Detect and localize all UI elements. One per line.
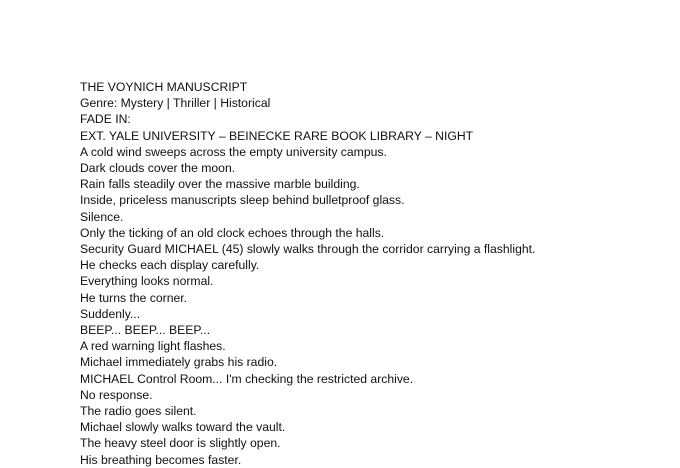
action-line: A red warning light flashes. <box>80 339 226 354</box>
action-line: He checks each display carefully. <box>80 258 260 273</box>
action-line: The radio goes silent. <box>80 404 197 419</box>
transition-line: FADE IN: <box>80 112 131 127</box>
action-line: Only the ticking of an old clock echoes through the halls. <box>80 225 385 240</box>
genre-line: Genre: Mystery | Thriller | Historical <box>80 96 271 111</box>
action-line: Rain falls steadily over the massive marble building. <box>80 177 360 192</box>
screenplay-body <box>80 79 640 468</box>
action-line: No response. <box>80 387 153 402</box>
sound-effect-line: BEEP... BEEP... BEEP... <box>80 323 211 338</box>
action-line: Inside, priceless manuscripts sleep behind bulletproof glass. <box>80 193 405 208</box>
action-line: Security Guard MICHAEL (45) slowly walks through the corridor carrying a flashlight. <box>80 242 536 257</box>
action-line: Silence. <box>80 209 124 224</box>
action-line: The heavy steel door is slightly open. <box>80 436 281 451</box>
action-line: Dark clouds cover the moon. <box>80 161 236 176</box>
action-line: Michael slowly walks toward the vault. <box>80 420 286 435</box>
action-line: A cold wind sweeps across the empty university campus. <box>80 144 387 159</box>
action-line: Suddenly... <box>80 306 141 321</box>
scene-heading: EXT. YALE UNIVERSITY – BEINECKE RARE BOOK LIBRARY – NIGHT <box>80 128 474 143</box>
dialogue-line: MICHAEL Control Room... I'm checking the restricted archive. <box>80 371 414 386</box>
action-line: He turns the corner. <box>80 290 188 305</box>
action-line: Everything looks normal. <box>80 274 214 289</box>
document-title: THE VOYNICH MANUSCRIPT <box>80 80 248 94</box>
action-line: His breathing becomes faster. <box>80 452 242 467</box>
action-line: Michael immediately grabs his radio. <box>80 355 278 370</box>
